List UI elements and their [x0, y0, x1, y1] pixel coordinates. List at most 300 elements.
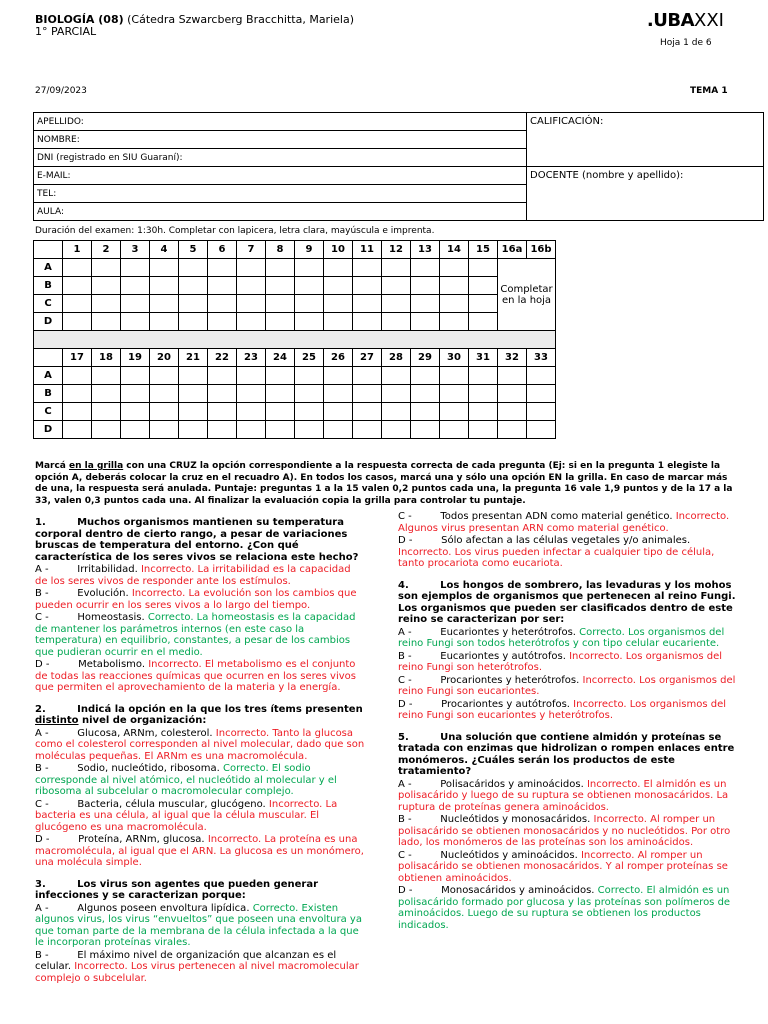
- grid-answer-cell[interactable]: [440, 295, 469, 313]
- grid-answer-cell[interactable]: [353, 313, 382, 331]
- grid-answer-cell[interactable]: [353, 259, 382, 277]
- grid-col-header: 9: [295, 241, 324, 259]
- answer-option: [398, 627, 738, 650]
- question-number: 5.: [398, 731, 409, 743]
- grid-col-header: 16b: [527, 241, 556, 259]
- grid-answer-cell[interactable]: [266, 367, 295, 385]
- option-feedback: Correcto. Los organismos del reino Fungi son todos heterótrofos y con tipo celular eucariente.: [398, 626, 725, 649]
- option-letter: A -: [35, 902, 49, 914]
- grid-row-label: A: [34, 259, 63, 277]
- grid-answer-cell[interactable]: [237, 259, 266, 277]
- option-answer: Bacteria, célula muscular, glucógeno.: [77, 798, 266, 810]
- option-feedback: Incorrecto. El metabolismo es el conjunto de todas las reacciones químicas que ocurren en los seres vivos que permiten el aprovechamiento de la materia y la energía.: [35, 659, 356, 693]
- grid-answer-cell[interactable]: [382, 385, 411, 403]
- grid-answer-cell[interactable]: [150, 295, 179, 313]
- grid-col-header: 23: [237, 349, 266, 367]
- grid-col-header: 33: [527, 349, 556, 367]
- student-info-table: [33, 112, 764, 221]
- grid-col-header: 3: [121, 241, 150, 259]
- answer-option: [35, 659, 365, 694]
- grid-row: [34, 367, 556, 385]
- question-stem: Indicá la opción en la que los tres ítems presenten: [77, 703, 363, 715]
- grid-answer-cell[interactable]: [208, 403, 237, 421]
- grid-answer-cell[interactable]: [527, 367, 556, 385]
- option-letter: A -: [35, 564, 49, 575]
- grid-row-label: B: [34, 277, 63, 295]
- question-stem: Una solución que contiene almidón y proteínas se tratada con enzimas que hidrolizan o rompen enlaces entre monómeros. ¿Cuáles serán los productos de este tratamiento?: [398, 731, 735, 777]
- grid-col-header: 6: [208, 241, 237, 259]
- course-chair: (Cátedra Szwarcberg Bracchitta, Mariela): [123, 13, 354, 26]
- option-feedback: Incorrecto. Los organismos del reino Fungi son eucariontes y heterótrofos.: [398, 698, 727, 721]
- option-feedback: Incorrecto. Los organismos del reino Fungi son eucariontes.: [398, 674, 736, 697]
- grid-answer-cell[interactable]: [382, 277, 411, 295]
- grid-answer-cell[interactable]: [324, 403, 353, 421]
- option-feedback: Incorrecto. Al romper un polisacárido se obtienen monosacáridos. Y al romper proteínas se obtienen aminoácidos.: [398, 849, 728, 884]
- option-letter: D -: [398, 698, 413, 710]
- grid-answer-cell[interactable]: [411, 367, 440, 385]
- grid-row-label: C: [34, 403, 63, 421]
- grid-answer-cell[interactable]: [295, 367, 324, 385]
- answer-option: [398, 814, 738, 849]
- grid-answer-cell[interactable]: [92, 403, 121, 421]
- grid-answer-cell[interactable]: [353, 295, 382, 313]
- grid-answer-cell[interactable]: [150, 367, 179, 385]
- grid-answer-cell[interactable]: [266, 277, 295, 295]
- option-letter: C -: [35, 612, 49, 623]
- option-feedback: Incorrecto. La irritabilidad es la capacidad de los seres vivos de responder ante los estímulos.: [35, 564, 351, 587]
- grid-col-header: 16a: [498, 241, 527, 259]
- grid-answer-cell[interactable]: [92, 277, 121, 295]
- grid-answer-cell[interactable]: [382, 367, 411, 385]
- grid-col-header: 31: [469, 349, 498, 367]
- grid-answer-cell[interactable]: [237, 385, 266, 403]
- grid-answer-cell[interactable]: [324, 313, 353, 331]
- grid-col-header: 32: [498, 349, 527, 367]
- uba-xxi-logo: [647, 10, 724, 31]
- grid-answer-cell[interactable]: [382, 313, 411, 331]
- grid-answer-cell[interactable]: [324, 367, 353, 385]
- grid-row: [34, 277, 556, 295]
- question-text: [35, 879, 365, 902]
- grid-col-header: 24: [266, 349, 295, 367]
- grid-answer-cell[interactable]: [150, 385, 179, 403]
- grid-answer-cell[interactable]: [440, 403, 469, 421]
- grid-answer-cell[interactable]: [63, 277, 92, 295]
- option-answer: Nucleótidos y aminoácidos.: [440, 849, 578, 861]
- field-calificacion[interactable]: CALIFICACIÓN:: [527, 113, 764, 167]
- answer-option: [398, 675, 738, 698]
- field-email[interactable]: E-MAIL:: [34, 167, 527, 185]
- grid-answer-cell[interactable]: [324, 385, 353, 403]
- option-letter: B -: [35, 949, 49, 961]
- grid-col-header: 12: [382, 241, 411, 259]
- grid-row-label: C: [34, 295, 63, 313]
- option-answer: El máximo nivel de organización que alcanzan es el celular.: [35, 949, 337, 972]
- field-tel[interactable]: TEL:: [34, 185, 527, 203]
- grid-answer-cell[interactable]: [179, 385, 208, 403]
- option-answer: Proteína, ARNm, glucosa.: [78, 834, 205, 845]
- option-answer: Eucariontes y heterótrofos.: [440, 626, 576, 638]
- field-dni[interactable]: DNI (registrado en SIU Guaraní):: [34, 149, 527, 167]
- grid-answer-cell[interactable]: [121, 403, 150, 421]
- option-letter: A -: [35, 727, 49, 739]
- question: [35, 517, 365, 694]
- field-aula[interactable]: AULA:: [34, 203, 527, 221]
- grid-answer-cell[interactable]: [150, 259, 179, 277]
- grid-col-header: 1: [63, 241, 92, 259]
- grid-corner: [34, 349, 63, 367]
- grid-answer-cell[interactable]: [121, 385, 150, 403]
- instructions: [35, 461, 735, 507]
- grid-answer-cell[interactable]: [121, 421, 150, 439]
- grid-answer-cell[interactable]: [237, 313, 266, 331]
- grid-answer-cell[interactable]: [266, 295, 295, 313]
- grid-answer-cell[interactable]: [469, 277, 498, 295]
- answer-option: [35, 612, 365, 658]
- grid-answer-cell[interactable]: [440, 259, 469, 277]
- grid-answer-cell[interactable]: [179, 295, 208, 313]
- answer-option: [398, 885, 738, 931]
- grid-answer-cell[interactable]: [63, 295, 92, 313]
- grid-answer-cell[interactable]: [266, 385, 295, 403]
- field-apellido[interactable]: APELLIDO:: [34, 113, 527, 131]
- grid-answer-cell[interactable]: [121, 313, 150, 331]
- exam-name: 1° PARCIAL: [35, 25, 97, 38]
- option-answer: Homeostasis.: [77, 612, 145, 623]
- option-letter: B -: [35, 763, 49, 774]
- logo-suffix: XXI: [694, 10, 724, 31]
- option-feedback: Incorrecto. Los virus pueden infectar a cualquier tipo de célula, tanto procariota como eucariota.: [398, 546, 715, 569]
- instructions-part-2: con una CRUZ la opción correspondiente a la respuesta correcta de cada pregunta (Ej: si en la pregunta 1 elegiste la opción A, deberás colocar la cruz en el recuadro A). En todos los casos, marcá una y sólo una opción EN la grilla. En caso de marcar más de una, la respuesta será anulada. Puntaje: preguntas 1 a la 15 valen 0,2 puntos cada una, la pregunta 16 vale 1,9 puntos y de la 17 a la 33, valen 0,3 puntos cada una. Al finalizar la evaluación copia la grilla para controlar tu puntaje.: [35, 461, 733, 506]
- question-stem: Los hongos de sombrero, las levaduras y los mohos son ejemplos de organismos que pertenecen al reino Fungi. Los organismos que pueden ser clasificados dentro de este reino se caracterizan por ser:: [398, 579, 736, 625]
- grid-answer-cell[interactable]: [469, 403, 498, 421]
- grid-answer-cell[interactable]: [411, 421, 440, 439]
- option-letter: B -: [398, 814, 412, 825]
- grid-row-label: D: [34, 313, 63, 331]
- page-indicator: Hoja 1 de 6: [660, 38, 712, 48]
- grid-col-header: 4: [150, 241, 179, 259]
- option-answer: Sólo afectan a las células vegetales y/o animales.: [441, 535, 691, 546]
- grid-answer-cell[interactable]: [353, 367, 382, 385]
- grid-row: [34, 403, 556, 421]
- grid-row: [34, 421, 556, 439]
- grid-answer-cell[interactable]: [382, 403, 411, 421]
- question-number: 2.: [35, 703, 46, 715]
- grid-answer-cell[interactable]: [237, 295, 266, 313]
- answer-option: [35, 728, 365, 763]
- grid-answer-cell[interactable]: [411, 313, 440, 331]
- grid-answer-cell[interactable]: [266, 403, 295, 421]
- grid-answer-cell[interactable]: [469, 259, 498, 277]
- grid-answer-cell[interactable]: [469, 385, 498, 403]
- grid-answer-cell[interactable]: [237, 421, 266, 439]
- grid-answer-cell[interactable]: [92, 313, 121, 331]
- grid-answer-cell[interactable]: [266, 421, 295, 439]
- answer-option: [398, 535, 738, 570]
- grid-row: [34, 295, 556, 313]
- grid-answer-cell[interactable]: [527, 421, 556, 439]
- field-nombre[interactable]: NOMBRE:: [34, 131, 527, 149]
- grid-answer-cell[interactable]: [150, 421, 179, 439]
- grid-row: [34, 313, 556, 331]
- grid-answer-cell[interactable]: [208, 367, 237, 385]
- grid-answer-cell[interactable]: [150, 403, 179, 421]
- grid-answer-cell[interactable]: [121, 367, 150, 385]
- grid-answer-cell[interactable]: [266, 259, 295, 277]
- question: [35, 704, 365, 869]
- grid-answer-cell[interactable]: [92, 385, 121, 403]
- option-letter: D -: [398, 535, 413, 546]
- option-answer: Irritabilidad.: [77, 564, 138, 575]
- grid-col-header: 14: [440, 241, 469, 259]
- option-feedback: Incorrecto. La evolución son los cambios que pueden ocurrir en los seres vivos a lo largo del tiempo.: [35, 588, 357, 611]
- grid-separator: [34, 331, 556, 349]
- grid-answer-cell[interactable]: [411, 259, 440, 277]
- answer-option: [35, 763, 365, 798]
- answer-option: [35, 950, 365, 985]
- option-letter: B -: [35, 588, 49, 599]
- grid-answer-cell[interactable]: [440, 313, 469, 331]
- questions-right-column: [398, 510, 738, 941]
- grid-col-header: 8: [266, 241, 295, 259]
- grid-answer-cell[interactable]: [498, 367, 527, 385]
- answer-option: [35, 903, 365, 949]
- grid-answer-cell[interactable]: [469, 421, 498, 439]
- answer-option: [35, 834, 365, 869]
- grid-answer-cell[interactable]: [150, 313, 179, 331]
- option-feedback: Incorrecto. Tanto la glucosa como el colesterol corresponden al nivel molecular, dado que son moléculas pequeñas. El ARNm es una macromolécula.: [35, 727, 365, 762]
- grid-answer-cell[interactable]: [179, 277, 208, 295]
- grid-answer-cell[interactable]: [295, 277, 324, 295]
- grid-col-header: 5: [179, 241, 208, 259]
- grid-answer-cell[interactable]: [121, 295, 150, 313]
- grid-header-row: [34, 349, 556, 367]
- grid-answer-cell[interactable]: [353, 385, 382, 403]
- option-answer: Polisacáridos y aminoácidos.: [440, 778, 584, 790]
- option-letter: A -: [398, 626, 412, 638]
- grid-note: Completar en la hoja: [498, 259, 556, 331]
- grid-col-header: 28: [382, 349, 411, 367]
- question-text: [398, 732, 738, 778]
- grid-answer-cell[interactable]: [208, 385, 237, 403]
- option-feedback: Correcto. El sodio corresponde al nivel atómico, el nucleótido al molecular y el ribosoma al subcelular o macromolecular complejo.: [35, 763, 337, 797]
- grid-row-label: A: [34, 367, 63, 385]
- question: [35, 879, 365, 985]
- grid-answer-cell[interactable]: [498, 421, 527, 439]
- grid-answer-cell[interactable]: [92, 295, 121, 313]
- grid-answer-cell[interactable]: [295, 259, 324, 277]
- grid-answer-cell[interactable]: [353, 421, 382, 439]
- grid-answer-cell[interactable]: [295, 403, 324, 421]
- grid-answer-cell[interactable]: [411, 403, 440, 421]
- grid-answer-cell[interactable]: [121, 259, 150, 277]
- option-feedback: Correcto. El almidón es un polisacárido formado por glucosa y las proteínas son polímeros de aminoácidos. Luego de su ruptura se obtienen los productos indicados.: [398, 885, 731, 931]
- question-stem: Los virus son agentes que pueden generar infecciones y se caracterizan porque:: [35, 878, 319, 901]
- grid-answer-cell[interactable]: [440, 277, 469, 295]
- answer-option: [398, 511, 738, 534]
- grid-answer-cell[interactable]: [324, 295, 353, 313]
- grid-answer-cell[interactable]: [121, 277, 150, 295]
- question-stem-underlined: distinto: [35, 715, 79, 726]
- grid-col-header: 30: [440, 349, 469, 367]
- grid-answer-cell[interactable]: [382, 295, 411, 313]
- option-answer: Procariontes y heterótrofos.: [440, 674, 580, 686]
- grid-answer-cell[interactable]: [92, 421, 121, 439]
- logo-main: .UBA: [646, 10, 695, 31]
- grid-answer-cell[interactable]: [295, 421, 324, 439]
- answer-option: [398, 699, 738, 722]
- grid-col-header: 2: [92, 241, 121, 259]
- grid-col-header: 10: [324, 241, 353, 259]
- grid-answer-cell[interactable]: [179, 259, 208, 277]
- grid-answer-cell[interactable]: [63, 313, 92, 331]
- question-number: 4.: [398, 579, 409, 591]
- question: [398, 580, 738, 722]
- grid-answer-cell[interactable]: [63, 367, 92, 385]
- grid-answer-cell[interactable]: [179, 313, 208, 331]
- grid-col-header: 27: [353, 349, 382, 367]
- exam-tema: TEMA 1: [690, 86, 728, 96]
- grid-separator-row: [34, 331, 556, 349]
- grid-answer-cell[interactable]: [208, 295, 237, 313]
- grid-answer-cell[interactable]: [469, 313, 498, 331]
- grid-answer-cell[interactable]: [469, 367, 498, 385]
- grid-corner: [34, 241, 63, 259]
- option-answer: Metabolismo.: [78, 659, 146, 670]
- grid-answer-cell[interactable]: [63, 421, 92, 439]
- option-answer: Evolución.: [77, 588, 129, 599]
- grid-answer-cell[interactable]: [92, 259, 121, 277]
- question: [398, 732, 738, 932]
- option-letter: A -: [398, 778, 412, 790]
- option-letter: D -: [398, 885, 413, 896]
- grid-answer-cell[interactable]: [295, 295, 324, 313]
- option-feedback: Incorrecto. Al romper un polisacárido se obtienen monosacáridos y no nucleótidos. Por otro lado, los monómeros de las proteínas son los aminoácidos.: [398, 814, 731, 848]
- grid-col-header: 21: [179, 349, 208, 367]
- grid-answer-cell[interactable]: [295, 313, 324, 331]
- instructions-part-1: Marcá: [35, 461, 70, 471]
- grid-col-header: 29: [411, 349, 440, 367]
- option-feedback: Incorrecto. Los virus pertenecen al nivel macromolecular complejo o subcelular.: [35, 961, 359, 984]
- option-answer: Glucosa, ARNm, colesterol.: [77, 727, 213, 739]
- grid-col-header: 13: [411, 241, 440, 259]
- option-feedback: Incorrecto. El almidón es un polisacárido y luego de su ruptura se obtienen monosacáridos. La ruptura de proteínas genera aminoácidos.: [398, 778, 729, 813]
- answer-grid: [33, 240, 556, 439]
- grid-answer-cell[interactable]: [295, 385, 324, 403]
- answer-option: [398, 779, 738, 814]
- option-letter: C -: [398, 674, 412, 686]
- grid-answer-cell[interactable]: [411, 295, 440, 313]
- grid-col-header: 7: [237, 241, 266, 259]
- grid-answer-cell[interactable]: [324, 277, 353, 295]
- grid-answer-cell[interactable]: [324, 421, 353, 439]
- grid-row-label: D: [34, 421, 63, 439]
- option-letter: C -: [35, 798, 49, 810]
- option-feedback: Correcto. La homeostasis es la capacidad de mantener los parámetros internos (en este caso la temperatura) en equilibrio, constantes, a pesar de los cambios que pudieran ocurrir en el medio.: [35, 612, 356, 658]
- questions-left-column: [35, 517, 365, 994]
- grid-answer-cell[interactable]: [440, 421, 469, 439]
- grid-header-row: [34, 241, 556, 259]
- grid-answer-cell[interactable]: [237, 403, 266, 421]
- grid-answer-cell[interactable]: [353, 403, 382, 421]
- option-feedback: Correcto. Existen algunos virus, los virus “envueltos” que poseen una envoltura ya que toman parte de la membrana de la célula infectada a la que le incorporan proteínas virales.: [35, 902, 362, 948]
- question-number: 3.: [35, 878, 46, 890]
- course-name: BIOLOGÍA (08): [35, 13, 124, 26]
- grid-answer-cell[interactable]: [411, 385, 440, 403]
- grid-answer-cell[interactable]: [324, 259, 353, 277]
- field-docente[interactable]: DOCENTE (nombre y apellido):: [527, 167, 764, 221]
- answer-option: [35, 799, 365, 834]
- option-letter: D -: [35, 834, 50, 845]
- grid-answer-cell[interactable]: [179, 403, 208, 421]
- option-feedback: Incorrecto. Algunos virus presentan ARN como material genético.: [398, 511, 730, 534]
- grid-row: [34, 385, 556, 403]
- grid-answer-cell[interactable]: [382, 259, 411, 277]
- grid-answer-cell[interactable]: [527, 403, 556, 421]
- grid-answer-cell[interactable]: [440, 385, 469, 403]
- option-feedback: Incorrecto. La bacteria es una célula, al igual que la célula muscular. El glucógeno es una macromolécula.: [35, 798, 338, 833]
- grid-answer-cell[interactable]: [266, 313, 295, 331]
- option-answer: Todos presentan ADN como material genético.: [440, 511, 673, 522]
- grid-answer-cell[interactable]: [469, 295, 498, 313]
- grid-col-header: 22: [208, 349, 237, 367]
- answer-option: [398, 651, 738, 674]
- grid-answer-cell[interactable]: [237, 367, 266, 385]
- grid-col-header: 19: [121, 349, 150, 367]
- grid-row: [34, 259, 556, 277]
- option-answer: Sodio, nucleótido, ribosoma.: [77, 763, 220, 774]
- instructions-underlined: en la grilla: [69, 461, 124, 471]
- grid-col-header: 20: [150, 349, 179, 367]
- option-answer: Eucariontes y autótrofos.: [440, 650, 566, 662]
- grid-col-header: 25: [295, 349, 324, 367]
- grid-answer-cell[interactable]: [208, 259, 237, 277]
- grid-answer-cell[interactable]: [208, 277, 237, 295]
- grid-answer-cell[interactable]: [498, 403, 527, 421]
- exam-duration: Duración del examen: 1:30h. Completar con lapicera, letra clara, mayúscula e imprenta.: [35, 226, 435, 236]
- answer-option: [398, 850, 738, 885]
- grid-answer-cell[interactable]: [411, 277, 440, 295]
- option-answer: Procariontes y autótrofos.: [441, 698, 570, 710]
- grid-answer-cell[interactable]: [440, 367, 469, 385]
- grid-answer-cell[interactable]: [208, 421, 237, 439]
- grid-answer-cell[interactable]: [179, 367, 208, 385]
- grid-col-header: 18: [92, 349, 121, 367]
- grid-answer-cell[interactable]: [498, 385, 527, 403]
- exam-date: 27/09/2023: [35, 86, 87, 96]
- grid-answer-cell[interactable]: [527, 385, 556, 403]
- grid-answer-cell[interactable]: [63, 385, 92, 403]
- grid-answer-cell[interactable]: [63, 259, 92, 277]
- question-stem-end: nivel de organización:: [78, 715, 207, 726]
- grid-row-label: B: [34, 385, 63, 403]
- grid-answer-cell[interactable]: [208, 313, 237, 331]
- grid-answer-cell[interactable]: [150, 277, 179, 295]
- grid-answer-cell[interactable]: [237, 277, 266, 295]
- option-letter: D -: [35, 659, 50, 670]
- answer-option: [35, 588, 365, 611]
- grid-answer-cell[interactable]: [179, 421, 208, 439]
- question-stem: Muchos organismos mantienen su temperatura corporal dentro de cierto rango, a pesar de variaciones bruscas de temperatura del entorno. ¿Con qué característica de los seres vivos se relaciona este hecho?: [35, 517, 359, 563]
- grid-answer-cell[interactable]: [92, 367, 121, 385]
- grid-answer-cell[interactable]: [382, 421, 411, 439]
- grid-answer-cell[interactable]: [63, 403, 92, 421]
- grid-answer-cell[interactable]: [353, 277, 382, 295]
- question: [398, 511, 738, 570]
- grid-col-header: 26: [324, 349, 353, 367]
- question-number: 1.: [35, 517, 46, 528]
- option-answer: Nucleótidos y monosacáridos.: [440, 814, 591, 825]
